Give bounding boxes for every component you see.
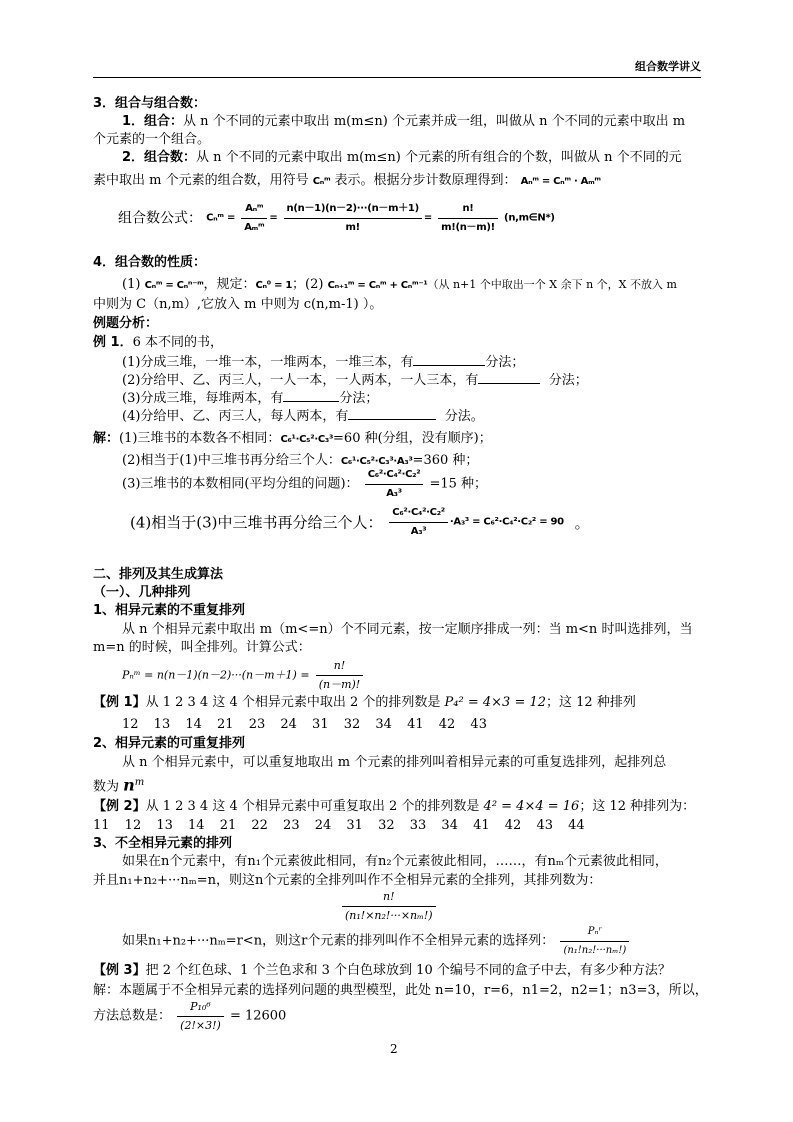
ex3-method: 方法总数是： <box>93 1008 172 1024</box>
def2-formula: Aₙᵐ = Cₙᵐ · Aₘᵐ <box>520 176 601 187</box>
h3-formula-frac <box>342 888 436 925</box>
p1-c: ；(2) <box>292 277 324 292</box>
a3-line <box>122 466 487 502</box>
ex3-frac <box>177 998 224 1035</box>
h2-cont: 数为 <box>93 779 120 795</box>
a4-den: A₃³ <box>410 526 427 537</box>
h3-formula-den: (n₁!×n₂!···×nₘ!) <box>345 909 433 922</box>
a3-frac <box>365 466 424 503</box>
a2-text: (2)相当于(1)中三堆书再分给三个人： <box>122 453 341 468</box>
def2-label: 2．组合数： <box>122 150 197 165</box>
ex3-num: P₁₀⁶ <box>177 998 224 1017</box>
page-number: 2 <box>390 1042 398 1056</box>
h2-cont-line <box>93 774 144 796</box>
frac2-num: n(n－1)(n－2)···(n－m＋1) <box>284 200 422 219</box>
h1-cont: m=n 的时候，叫全排列。计算公式： <box>93 640 311 655</box>
a3-text: (3)三堆书的本数相同(平均分组的问题)： <box>122 476 359 492</box>
part2-title: 二、排列及其生成算法 <box>93 567 224 582</box>
q4-blank[interactable] <box>348 406 436 420</box>
ex3-text: 把 2 个红色球、1 个兰色求和 3 个白色球放到 10 个编号不同的盒子中去，有多少种方法？ <box>145 963 671 978</box>
frac1-num: Aₙᵐ <box>241 200 267 219</box>
p1-rule: Cₙ⁰ = 1 <box>255 280 292 291</box>
ex3-result: = 12600 <box>229 1008 287 1024</box>
p2-cont: 中则为 C（n,m）,它放入 m 中则为 c(n,m-1) ）。 <box>93 297 383 312</box>
def1-cont: 个元素的一个组合。 <box>93 132 211 147</box>
q2-line <box>122 370 588 390</box>
def2-cont <box>93 172 601 191</box>
h1-formula-lhs: Pₙᵐ = n(n－1)(n－2)···(n－m＋1) = <box>122 668 310 682</box>
frac2-den: m! <box>345 222 360 233</box>
p1-formula: Cₙᵐ = Cₙⁿ⁻ᵐ <box>144 280 204 291</box>
q4-end: 分法。 <box>444 409 484 424</box>
a2-formula: C₆¹·C₅²·C₃³·A₃³ <box>340 456 413 467</box>
q1-end: 分法； <box>485 355 525 370</box>
q4-text: (4)分给甲、乙、丙三人，每人两本，有 <box>122 409 349 424</box>
formula-label: 组合数公式： <box>118 210 202 227</box>
ex2-list: 11 12 13 14 21 22 23 24 31 32 33 34 41 42 43 44 <box>93 818 585 833</box>
a4-line <box>130 504 590 544</box>
examples-title: 例题分析： <box>93 316 159 331</box>
def2-symbol: Cₙᵐ <box>312 176 331 187</box>
h1-formula-num: n! <box>316 657 364 676</box>
h1-text: 从 n 个相异元素中取出 m（m<=n）个不同元素，按一定顺序排成一列：当 m<n 时叫选排列，当 <box>122 622 693 637</box>
ex2-end: ；这 12 种排列为： <box>579 799 696 814</box>
def2-line <box>122 149 682 167</box>
ex2-line <box>93 798 695 816</box>
h3-formula2-frac <box>560 923 629 960</box>
def2-cont-a: 素中取出 m 个元素的组合数，用符号 <box>93 173 309 188</box>
def2-text: 从 n 个不同的元素中取出 m(m≤n) 个元素的所有组合的个数，叫做从 n 个不同的元 <box>196 150 682 165</box>
page-header <box>93 58 701 78</box>
a4-text: (4)相当于(3)中三堆书再分给三个人： <box>130 513 383 532</box>
a4-num: C₆²·C₄²·C₂² <box>389 504 448 523</box>
ex1b-end: ；这 12 种排列 <box>546 695 636 710</box>
a3-end: =15 种； <box>429 476 488 492</box>
ex3-line <box>93 962 671 980</box>
q2-blank[interactable] <box>478 370 540 384</box>
ex3-label: 【例 3】 <box>93 963 146 978</box>
def1-text: 从 n 个不同的元素中取出 m(m≤n) 个元素并成一组，叫做从 n 个不同的元素中取出 m <box>183 114 686 129</box>
ex1b-list: 12 13 14 21 23 24 31 32 34 41 42 43 <box>122 717 487 732</box>
q2-text: (2)分给甲、乙、丙三人，一人一本，一人两本，一人三本，有 <box>122 373 479 388</box>
formula-lhs: Cₙᵐ = <box>206 212 236 224</box>
h2-formula-exp: m <box>134 777 145 788</box>
q4-line <box>122 406 484 426</box>
q1-text: (1)分成三堆，一堆一本，一堆两本，一堆三本，有 <box>122 355 414 370</box>
a1-line <box>93 430 492 449</box>
h3-formula2-den: (n₁!n₂!···nₘ!) <box>563 945 627 956</box>
h3-formula <box>340 888 438 920</box>
def1-line <box>122 113 685 131</box>
q3-line <box>122 388 378 408</box>
formula-cond: (n,m∈N*) <box>504 212 555 224</box>
h1-formula-frac <box>316 657 364 694</box>
property-line <box>122 276 677 295</box>
ex1b-text: 从 1 2 3 4 这 4 个相异元素中取出 2 个的排列数是 <box>145 695 441 710</box>
section-4-title: 4．组合数的性质： <box>93 255 207 270</box>
a1-formula: C₆¹·C₅²·C₃³ <box>280 434 334 445</box>
a1-end: =60 种(分组，没有顺序)； <box>333 431 492 446</box>
ex3-sol: 解：本题属于不全相异元素的选择列问题的典型模型，此处 n=10，r=6，n1=2，n2=1；n3=3，所以， <box>93 983 708 998</box>
a2-end: =360 种； <box>412 453 479 468</box>
ex2-formula: 4² = 4×4 = 16 <box>483 799 580 814</box>
a4-formula: ·A₃³ = C₆²·C₄²·C₂² = 90 <box>449 516 564 528</box>
h3-text: 如果在n个元素中，有n₁个元素彼此相同，有n₂个元素彼此相同，……，有nₘ个元素彼此相同， <box>122 854 668 869</box>
frac3-num: n! <box>438 200 498 219</box>
h1-title: 1、相异元素的不重复排列 <box>93 603 246 618</box>
a1-text: (1)三堆书的本数各不相同： <box>119 431 281 446</box>
section-3-title: 3．组合与组合数： <box>93 96 207 111</box>
ex2-text: 从 1 2 3 4 这 4 个相异元素中可重复取出 2 个的排列数是 <box>145 799 480 814</box>
h2-text: 从 n 个相异元素中，可以重复地取出 m 个元素的排列叫着相异元素的可重复选排列，起排列总 <box>122 755 667 770</box>
a3-den: A₃³ <box>386 488 402 499</box>
part2-sub1: （一）、几种排列 <box>93 585 191 600</box>
q2-end: 分法； <box>548 373 588 388</box>
p1-a: (1) <box>122 277 141 292</box>
ex3-method-line <box>93 998 286 1038</box>
combination-formula: 组合数公式： Cₙᵐ = $\frac{\text{Aₙᵐ}}{\text{Aₘᵐ}}$ = $\frac{n(n-1)(n-2)\cdot\cdot\cdot(n-m+1)}{m!}$ = $\frac{n!}{m!(n-m)!}$ (n,m∈N*) <box>118 200 555 234</box>
a4-end: 。 <box>574 513 590 532</box>
ex1-text: 6 本不同的书， <box>132 335 223 350</box>
h2-title: 2、相异元素的可重复排列 <box>93 736 246 751</box>
h3-text2: 如果n₁+n₂+···nₘ=r<n，则这r个元素的排列叫作不全相异元素的选择列： <box>122 933 555 949</box>
formula-frac-1 <box>241 200 267 237</box>
formula-frac-2 <box>284 200 422 237</box>
header-title: 组合数学讲义 <box>635 60 701 73</box>
h2-formula-base: n <box>123 775 135 795</box>
def1-label: 1．组合： <box>122 114 184 129</box>
q1-blank[interactable] <box>413 352 485 366</box>
ex1-line <box>93 334 223 352</box>
formula-frac-3 <box>438 200 498 237</box>
frac1-den: Aₘᵐ <box>244 222 265 233</box>
ex1b-line <box>93 694 636 712</box>
ex1b-formula: P₄² = 4×3 = 12 <box>444 695 547 710</box>
q3-text: (3)分成三堆，每堆两本，有 <box>122 391 284 406</box>
q1-line <box>122 352 524 372</box>
h3-text2-line <box>122 923 631 959</box>
h1-formula-den: (n－m)! <box>318 678 361 691</box>
q3-end: 分法； <box>339 391 379 406</box>
h3-cont: 并且n₁+n₂+···nₘ=n，则这n个元素的全排列叫作不全相异元素的全排列，其排列数为： <box>93 873 602 888</box>
h1-formula <box>122 657 365 689</box>
p1-b: ，规定： <box>203 277 256 292</box>
h3-title: 3、不全相异元素的排列 <box>93 836 233 851</box>
ex3-den: (2!×3!) <box>180 1019 221 1032</box>
a3-num: C₆²·C₄²·C₂² <box>365 466 424 485</box>
h3-formula2-num: Pₙʳ <box>560 923 629 942</box>
ex2-label: 【例 2】 <box>93 799 146 814</box>
p2-text: （从 n+1 个中取出一个 X 余下 n 个，X 不放入 m <box>427 278 677 291</box>
ex1-label: 例 1． <box>93 335 133 350</box>
p2-formula: Cₙ₊₁ᵐ = Cₙᵐ + Cₙᵐ⁻¹ <box>327 280 428 291</box>
solution-label: 解： <box>93 431 120 446</box>
a4-frac <box>389 504 448 541</box>
def2-cont-b: 表示。根据分步计数原理得到： <box>334 173 517 188</box>
frac3-den: m!(n－m)! <box>441 222 495 233</box>
q3-blank[interactable] <box>283 388 339 402</box>
h3-formula-num: n! <box>342 888 436 907</box>
ex1b-label: 【例 1】 <box>93 695 146 710</box>
